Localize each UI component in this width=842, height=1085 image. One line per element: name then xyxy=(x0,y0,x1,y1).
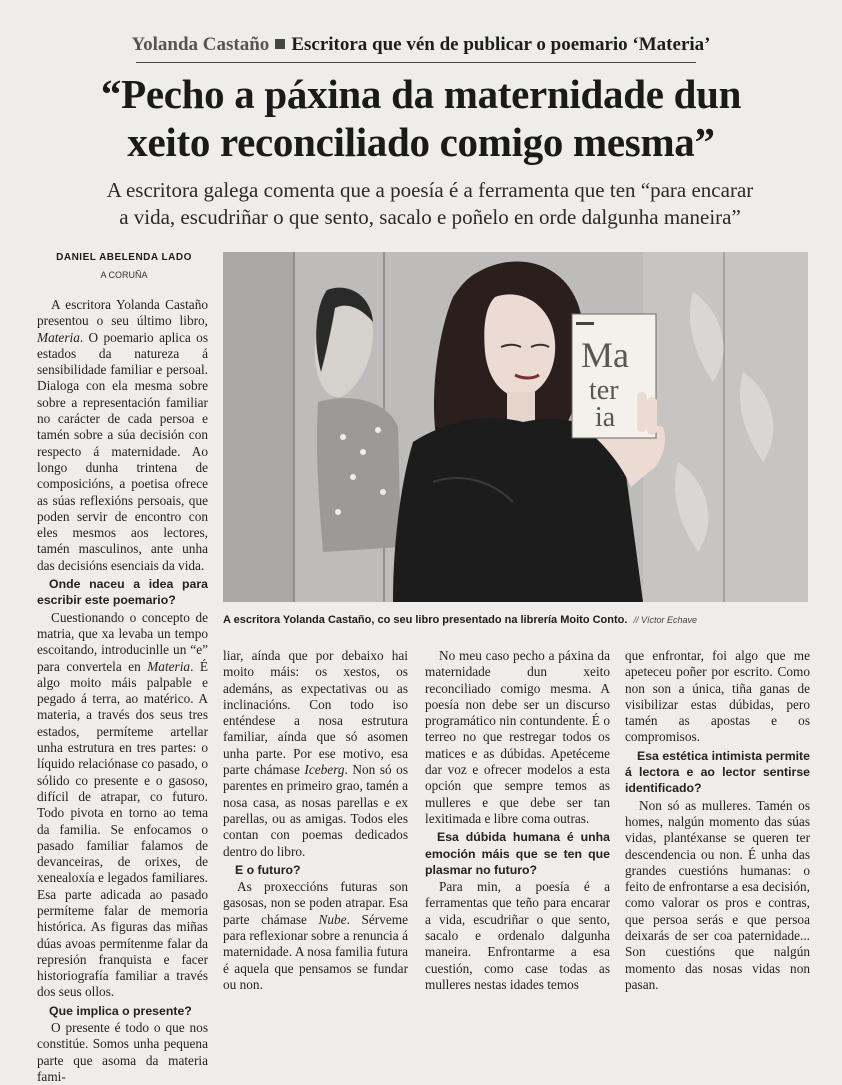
headline-line: xeito reconciliado comigo mesma” xyxy=(127,119,715,165)
square-bullet-icon xyxy=(275,39,285,49)
text-run: . É algo moito máis palpable e pegado á terra, ao matérico. A materia, a través dos seus tres estados, permíteme artellar unha estrutura en tres partes: o líquido relaciónase co pasado, o sólido co presente e o gasoso, difícil de atrapar, co futuro. Todo pivota en torno ao tema da familia. Se enfocamos o pasado familiar falamos de devanceiras, de orixes, de xenealoxía e legados familiares. Esa parte adicada ao pasado permíteme falar de memoria histórica. As figuras das miñas dúas avoas permítenme falar da represión franquista e facer historiografía familiar a través dos seus ollos. xyxy=(37,658,208,1000)
article-paragraph xyxy=(223,648,408,860)
article-column-3 xyxy=(425,648,610,993)
book-title: Nube xyxy=(318,911,347,927)
question-text: Esa estética intimista permite á lectora e ao lector sentirse identificado? xyxy=(625,748,810,796)
headline xyxy=(40,70,802,166)
photo-credit: // Víctor Echave xyxy=(633,615,697,625)
article-paragraph: que enfrontar, foi algo que me apeteceu poñer por escrito. Como non son a única, tiña ganas de visibilizar estas dúbidas, pero tamén as apostas e os compromisos. xyxy=(625,648,810,745)
article-paragraph: O presente é todo o que nos constitúe. Somos unha pequena parte que asoma da materia fami- xyxy=(37,1020,208,1084)
photo-illustration xyxy=(223,252,808,602)
interview-question xyxy=(625,748,810,797)
book-title-text: ter xyxy=(589,375,619,406)
question-text: Onde naceu a idea para escribir este poemario? xyxy=(37,577,208,608)
book-title: Iceberg xyxy=(304,762,345,778)
article-paragraph: Non só as mulleres. Tamén os homes, nalgún momento das súas vidas, plantéxanse se queren ter descendencia ou non. É unha das grandes cuestións humanas: o feito de enfrontarse a esa decisión, como valorar os pros e contras, que persoa serás e que persoa deixarás de ser coa paternidade... Son cuestións que nalgún momento das nosas vidas non pasan. xyxy=(625,797,810,992)
text-run: Cuestionando o concepto de matria, que xa levaba un tempo escoitando, introducinlle un “e” para convertela en xyxy=(37,609,208,674)
book-title-text: ia xyxy=(595,402,616,433)
kicker xyxy=(0,34,842,56)
book-title: Materia xyxy=(37,329,80,345)
article-photo xyxy=(223,252,808,602)
subheadline-line: a vida, escudriñar o que sento, sacalo e poñelo en orde dalgunha maneira” xyxy=(119,205,741,229)
article-paragraph xyxy=(223,879,408,993)
kicker-description: Escritora que vén de publicar o poemario ‘Materia’ xyxy=(291,34,711,55)
interview-question xyxy=(223,862,408,878)
book-title-text: Ma xyxy=(581,335,629,375)
text-run: liar, aínda que por debaixo hai moito máis: os xestos, os ademáns, as expectativas ou as inclinacións. Con todo iso enténdese a nosa estrutura familiar, aínda que só asomen unha parte. Por ese motivo, esa parte chámase xyxy=(223,648,408,778)
article-paragraph: No meu caso pecho a páxina da maternidade dun xeito reconciliado comigo mesma. A poesía non debe ser un discurso programático nin contundente. É o terreo no que restregar todos os matices e as dúbidas. Apetéceme dar voz e ofrecer modelos a esta opción que sempre temos as mulleres e que debe ser tan lexitimada e libre coma outras. xyxy=(425,648,610,826)
text-run: A escritora Yolanda Castaño presentou o seu último libro, xyxy=(37,297,208,329)
interview-question xyxy=(425,829,610,878)
kicker-rule xyxy=(136,62,696,63)
byline-author: DANIEL ABELENDA LADO xyxy=(56,252,192,263)
question-text: E o futuro? xyxy=(235,862,301,877)
text-run: . Sérveme para reflexionar sobre a renuncia á maternidade. A nosa familia futura é aquela que pensamos se fundar ou non. xyxy=(223,911,408,992)
question-text: Que implica o presente? xyxy=(49,1003,192,1018)
text-run: . Non só os parentes en primeiro grao, tamén a nosa casa, as nosas parellas e ex parellas, ou as amigas. Todos eles contan con poemas dedicados dentro do libro. xyxy=(223,762,409,859)
subheadline xyxy=(70,177,790,231)
question-text: Esa dúbida humana é unha emoción máis que se ten que plasmar no futuro? xyxy=(425,830,610,877)
article-paragraph xyxy=(37,297,208,574)
text-run: . O poemario aplica os estados da natureza á sensibilidade familiar e persoal. Dialoga con ela mesma sobre sobre a representación familiar no carácter de cada persoa e tamén sobre a súa decisión con respecto á maternidade. Ao longo dunha trintena de composicións, a poetisa ofrece as súas reflexións persoais, que poden servir de encontro con eles mesmos aos lectores, tamén masculinos, ante unha das decisións esenciais da vida. xyxy=(37,329,208,573)
article-column-2 xyxy=(223,648,408,993)
text-run: As proxeccións futuras son gasosas, non se poden atrapar. Esa parte chámase xyxy=(223,879,408,927)
article-column-1 xyxy=(37,297,208,1085)
article-column-4 xyxy=(625,648,810,993)
subheadline-line: A escritora galega comenta que a poesía é a ferramenta que ten “para encarar xyxy=(106,178,754,202)
interview-question xyxy=(37,1003,208,1019)
interview-question xyxy=(37,576,208,609)
article-paragraph xyxy=(37,610,208,1001)
kicker-name: Yolanda Castaño xyxy=(131,34,270,55)
photo-caption xyxy=(223,614,808,626)
headline-line: “Pecho a páxina da maternidade dun xyxy=(100,71,742,117)
article-paragraph: Para min, a poesía é a ferramentas que teño para encarar a vida, escudriñar o que sento, sacalo e ordenalo dalgunha maneira. Enfrontarme a esa cuestión, como case todas as mulleres nestas idades temos xyxy=(425,879,610,992)
byline-place: A CORUÑA xyxy=(100,270,148,280)
caption-text: A escritora Yolanda Castaño, co seu libro presentado na librería Moito Conto. xyxy=(223,614,628,626)
book-title: Materia xyxy=(147,658,191,674)
